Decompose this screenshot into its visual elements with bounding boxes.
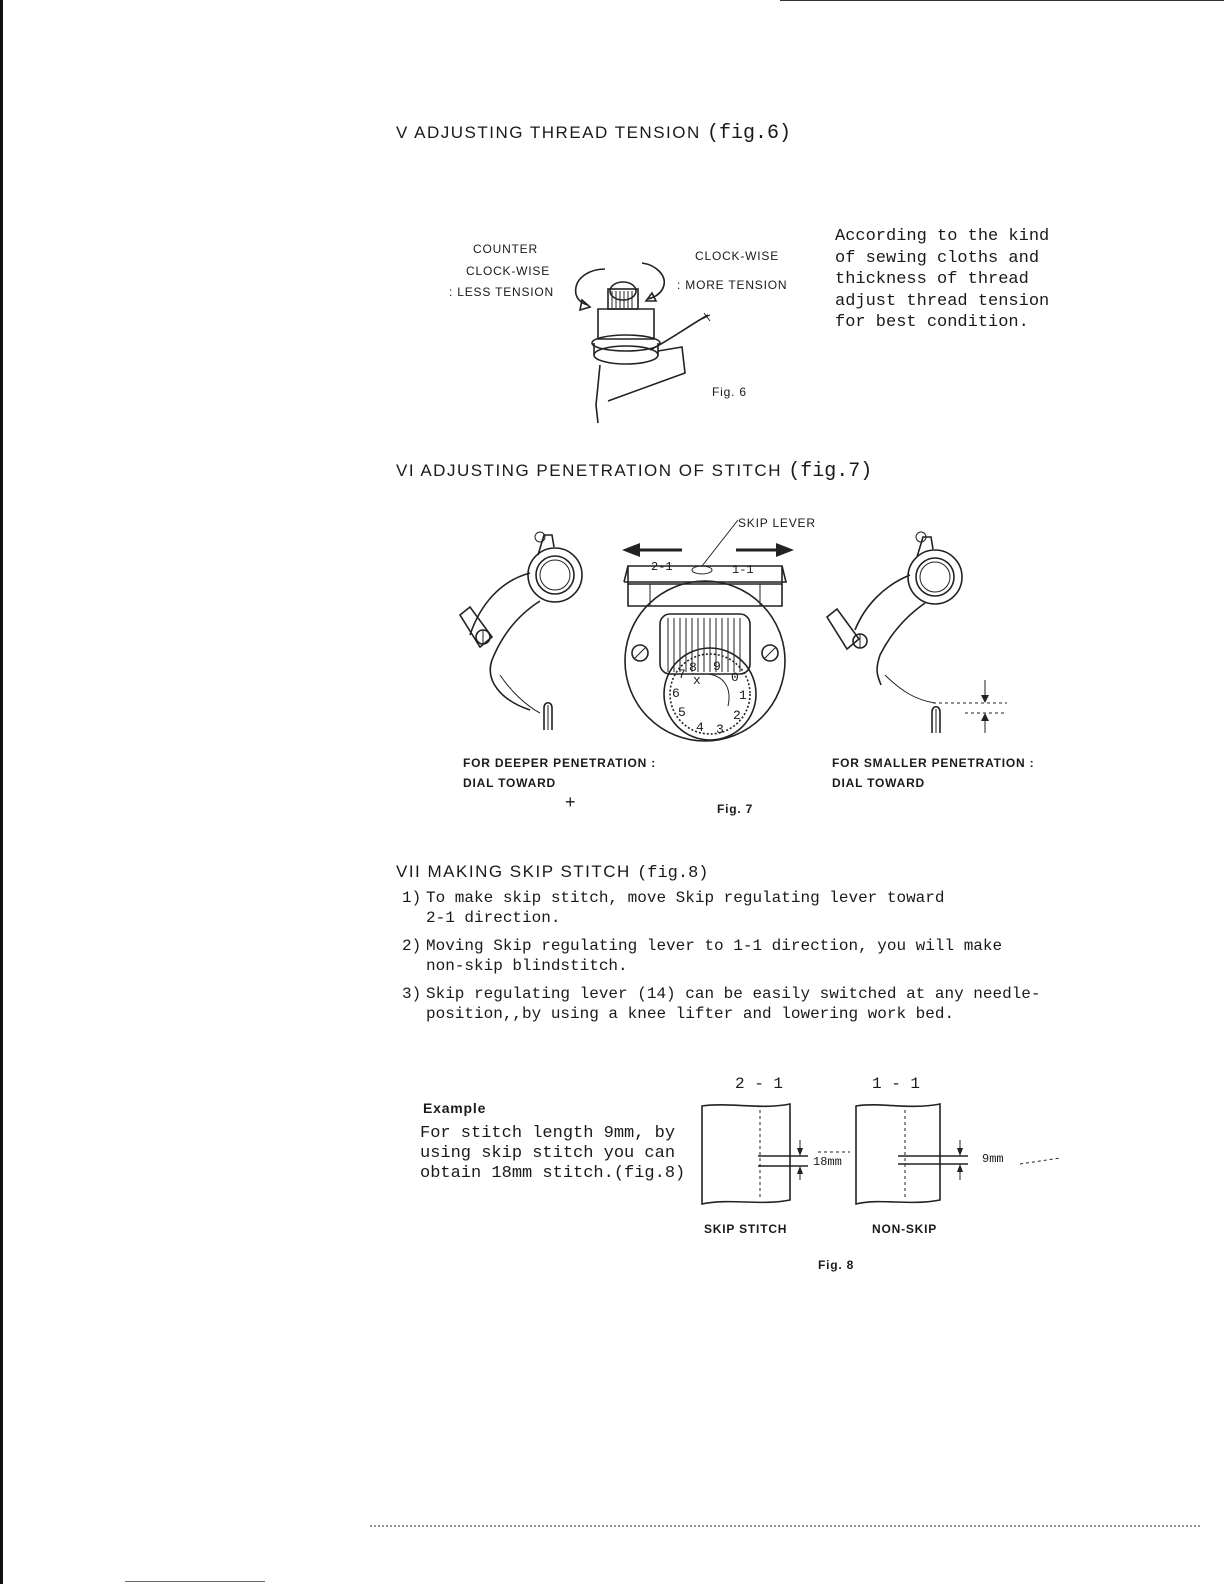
diagram-label-1-1: 1 - 1 (872, 1075, 921, 1093)
label-counter-clockwise: CLOCK-WISE (466, 264, 551, 278)
stitch-dial-illustration (620, 556, 800, 746)
list-item (402, 936, 1041, 976)
label-less-tension: : LESS TENSION (449, 285, 555, 299)
dial-number: 1 (739, 688, 747, 703)
label-clockwise: CLOCK-WISE (695, 249, 780, 263)
lever-position-right: 1-1 (732, 563, 754, 577)
list-item-number: 1) (402, 889, 422, 907)
looper-hook-right-illustration (815, 525, 1015, 740)
dial-number: 5 (678, 705, 686, 720)
dial-number: 0 (731, 670, 739, 685)
list-item-line: position,,by using a knee lifter and lowering work bed. (426, 1005, 955, 1023)
example-label: Example (423, 1100, 487, 1116)
section-6-heading: VI ADJUSTING PENETRATION OF STITCH (fig.7) (396, 460, 873, 483)
list-item-number: 2) (402, 937, 422, 955)
caption-non-skip: NON-SKIP (872, 1222, 938, 1236)
dial-number: 2 (733, 708, 741, 723)
section-7-heading: VII MAKING SKIP STITCH (fig.8) (396, 862, 709, 883)
label-skip-lever: SKIP LEVER (738, 516, 816, 530)
fig-7-caption: Fig. 7 (717, 802, 754, 816)
list-item-line: non-skip blindstitch. (426, 957, 628, 975)
example-line: using skip stitch you can (420, 1144, 676, 1163)
description-line: adjust thread tension (835, 291, 1050, 311)
list-item (402, 888, 1041, 928)
section-5-heading: V ADJUSTING THREAD TENSION (fig.6) (396, 122, 791, 145)
skip-stitch-diagram (700, 1100, 1070, 1210)
looper-hook-left-illustration (440, 525, 600, 740)
label-more-tension: : MORE TENSION (677, 278, 788, 292)
fig-6-caption: Fig. 6 (712, 385, 747, 399)
description-line: thickness of thread (835, 270, 1029, 289)
example-text (420, 1124, 685, 1184)
list-item-line: 2-1 direction. (426, 909, 561, 927)
dial-number: 6 (672, 686, 680, 701)
lever-position-left: 2-1 (651, 560, 673, 574)
dial-mark: x (693, 673, 701, 688)
dial-number: 7 (678, 667, 686, 682)
example-line: obtain 18mm stitch.(fig.8) (420, 1164, 686, 1183)
list-item-line: Skip regulating lever (14) can be easily switched at any needle- (426, 985, 1041, 1003)
dial-number: 3 (716, 722, 724, 737)
diagram-label-2-1: 2 - 1 (735, 1075, 784, 1093)
scan-edge-left (0, 0, 3, 1584)
dial-number: 8 (689, 660, 697, 675)
dial-number: 9 (713, 659, 721, 674)
fig-8-caption: Fig. 8 (818, 1258, 855, 1272)
caption-skip-stitch: SKIP STITCH (704, 1222, 788, 1236)
list-item (402, 984, 1041, 1024)
measure-9mm: 9mm (982, 1152, 1004, 1166)
label-smaller-penetration: FOR SMALLER PENETRATION : (832, 756, 1035, 770)
description-line: for best condition. (835, 313, 1029, 332)
scan-edge-top (780, 0, 1224, 1)
label-smaller-dial-toward: DIAL TOWARD (832, 776, 926, 790)
list-item-line: To make skip stitch, move Skip regulating lever toward (426, 889, 945, 907)
description-line: of sewing cloths and (835, 248, 1040, 268)
section-6-fig-ref: (fig.7) (788, 460, 873, 483)
list-item-number: 3) (402, 985, 422, 1003)
dial-number: 4 (696, 720, 704, 735)
tension-knob-illustration (560, 255, 740, 425)
label-deeper-dial-toward: DIAL TOWARD (463, 776, 557, 790)
instruction-list (402, 888, 1041, 1024)
scan-noise-bottom (370, 1525, 1200, 1537)
list-item-line: Moving Skip regulating lever to 1-1 direction, you will make (426, 937, 1003, 955)
deeper-direction-symbol: + (565, 792, 576, 812)
label-counter: COUNTER (473, 242, 538, 256)
section-7-fig-ref: (fig.8) (637, 864, 709, 883)
section-5-fig-ref: (fig.6) (706, 122, 791, 145)
description-line: According to the kind (835, 227, 1050, 246)
measure-18mm: 18mm (813, 1155, 842, 1169)
example-line: For stitch length 9mm, by (420, 1124, 676, 1143)
section-5-description (835, 226, 1049, 334)
scan-edge-bottom (125, 1581, 265, 1582)
label-deeper-penetration: FOR DEEPER PENETRATION : (463, 756, 656, 770)
